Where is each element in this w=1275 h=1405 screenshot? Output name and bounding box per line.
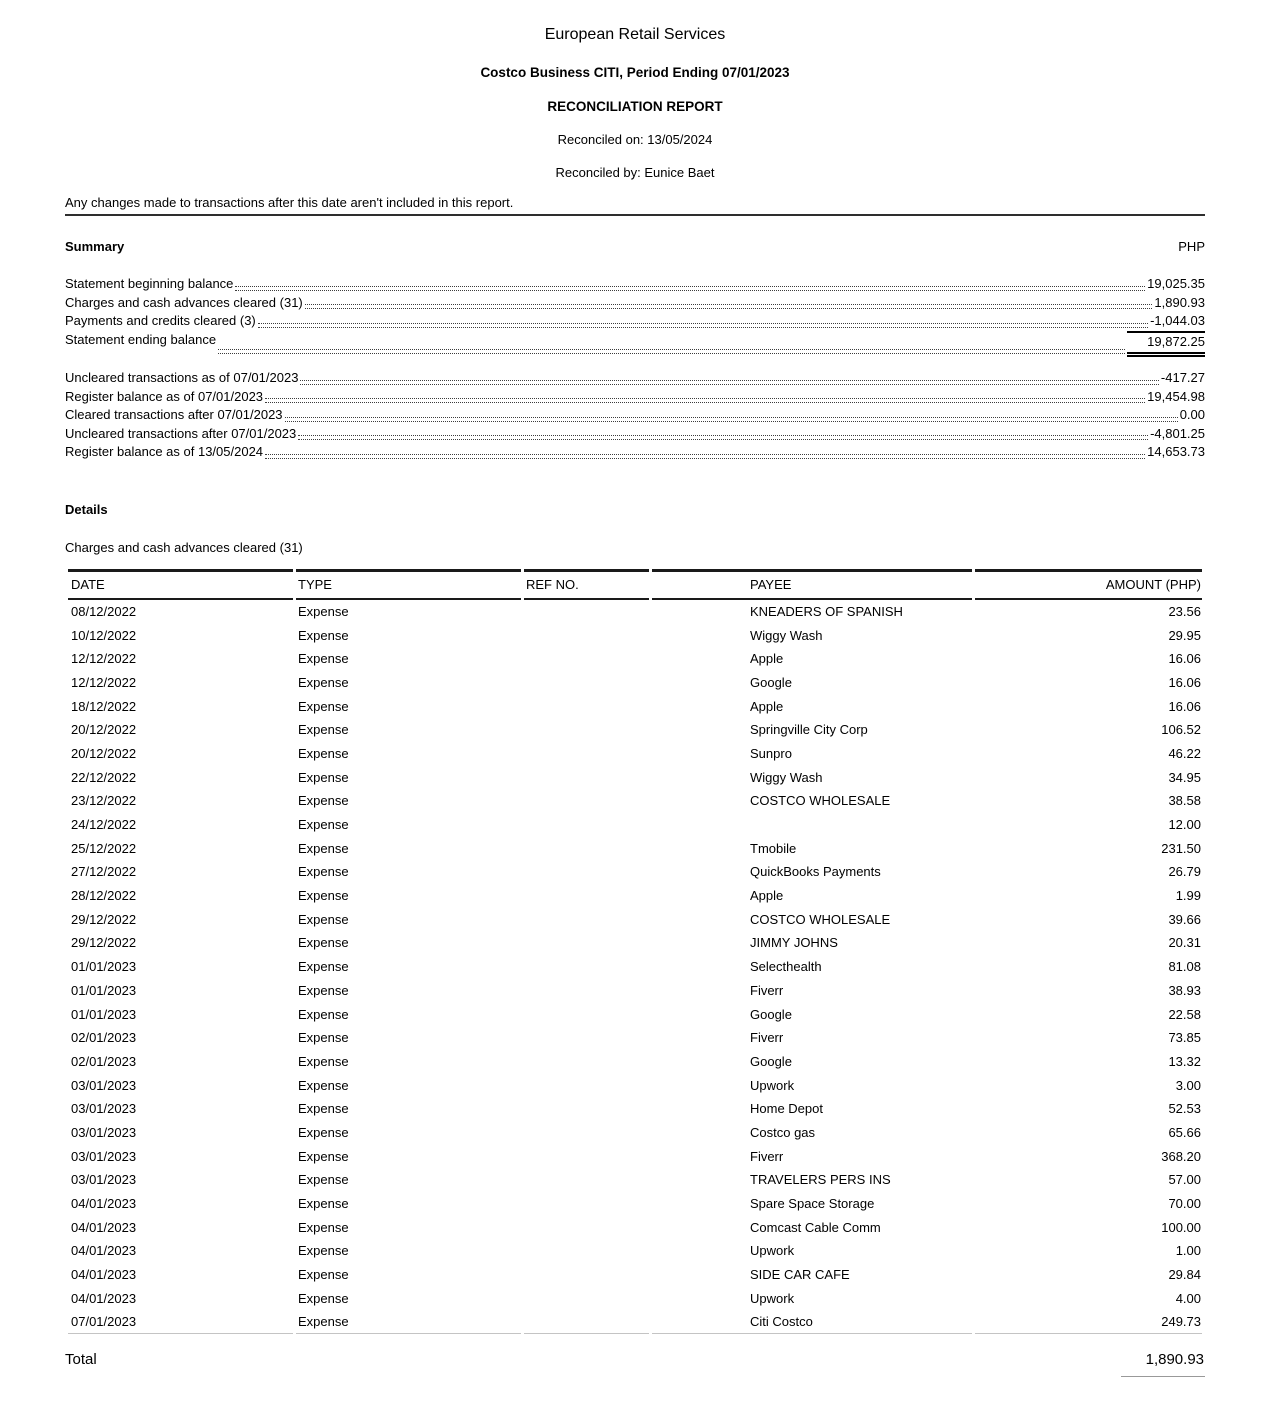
cell-amount: 16.06 <box>1168 651 1201 667</box>
cell-type: Expense <box>298 911 349 927</box>
cell-payee: COSTCO WHOLESALE <box>750 911 891 927</box>
cell-ref-no <box>524 718 649 742</box>
cell-date: 01/01/2023 <box>71 982 137 998</box>
cell-amount: 231.50 <box>1161 840 1201 856</box>
cell-type: Expense <box>296 1310 521 1334</box>
summary-row <box>65 388 1205 407</box>
cell-date: 25/12/2022 <box>71 840 137 856</box>
cell-ref-no <box>524 1002 649 1026</box>
cell-amount: 26.79 <box>1168 864 1201 880</box>
cell-payee: TRAVELERS PERS INS <box>750 1172 891 1188</box>
cell-ref-no <box>524 1026 649 1050</box>
cell-type: Expense <box>298 793 349 809</box>
report-title: RECONCILIATION REPORT <box>547 99 723 114</box>
cell-amount: 65.66 <box>1168 1124 1201 1140</box>
currency-label: PHP <box>1178 239 1205 254</box>
transactions-body <box>68 600 1202 1334</box>
cell-amount: 29.84 <box>1168 1267 1201 1283</box>
cell-ref-no <box>524 860 649 884</box>
cell-payee: Wiggy Wash <box>750 769 823 785</box>
cell-payee: Costco gas <box>750 1124 816 1140</box>
dotted-leader <box>265 454 1145 459</box>
summary-block-2 <box>65 369 1205 462</box>
dotted-leader <box>298 435 1148 440</box>
table-row <box>68 1239 1202 1263</box>
cell-ref-no <box>524 1073 649 1097</box>
cell-type: Expense <box>298 698 349 714</box>
summary-row-value: 1,890.93 <box>1154 294 1205 310</box>
table-row <box>68 789 1202 813</box>
summary-row-label: Charges and cash advances cleared (31) <box>65 294 303 310</box>
cell-date: 23/12/2022 <box>71 793 137 809</box>
table-row <box>68 1050 1202 1074</box>
table-row <box>68 1168 1202 1192</box>
table-row <box>68 1310 1202 1334</box>
dotted-leader <box>305 304 1153 309</box>
cell-amount: 52.53 <box>1168 1101 1201 1117</box>
cell-date: 03/01/2023 <box>71 1124 137 1140</box>
cell-type: Expense <box>298 1006 349 1022</box>
cell-type: Expense <box>298 935 349 951</box>
summary-row <box>65 331 1205 358</box>
cell-date: 27/12/2022 <box>71 864 137 880</box>
summary-row-label: Register balance as of 13/05/2024 <box>65 444 264 459</box>
cell-date: 01/01/2023 <box>71 1006 137 1022</box>
cell-payee: Spare Space Storage <box>750 1196 875 1212</box>
table-row <box>68 1192 1202 1216</box>
cell-date: 02/01/2023 <box>71 1053 137 1069</box>
charges-section-caption: Charges and cash advances cleared (31) <box>65 539 303 555</box>
dotted-leader <box>235 286 1145 291</box>
cell-ref-no <box>524 1192 649 1216</box>
cell-payee: Upwork <box>750 1290 795 1306</box>
cell-ref-no <box>524 742 649 766</box>
cell-payee: Springville City Corp <box>750 722 868 738</box>
table-row <box>68 718 1202 742</box>
cell-type: Expense <box>298 674 349 690</box>
cell-amount: 13.32 <box>1168 1053 1201 1069</box>
column-header-date: DATE <box>68 569 293 600</box>
cell-date: 10/12/2022 <box>71 627 137 643</box>
cell-type: Expense <box>298 840 349 856</box>
cell-ref-no <box>524 955 649 979</box>
company-name: European Retail Services <box>544 26 726 43</box>
cell-ref-no <box>524 647 649 671</box>
cell-ref-no <box>524 1239 649 1263</box>
dotted-leader <box>300 380 1158 385</box>
cell-amount: 16.06 <box>1168 674 1201 690</box>
dotted-leader <box>218 349 1125 354</box>
summary-row <box>65 425 1205 444</box>
cell-date: 29/12/2022 <box>71 935 137 951</box>
cell-ref-no <box>524 765 649 789</box>
table-row <box>68 931 1202 955</box>
total-row <box>65 1351 1205 1377</box>
table-row <box>68 1097 1202 1121</box>
cell-payee: Home Depot <box>750 1101 823 1117</box>
cell-date: 03/01/2023 <box>71 1101 137 1117</box>
cell-amount: 20.31 <box>1168 935 1201 951</box>
table-row <box>68 1073 1202 1097</box>
cell-type: Expense <box>298 959 349 975</box>
cell-ref-no <box>524 1168 649 1192</box>
column-header-payee: PAYEE <box>652 569 972 600</box>
cell-type: Expense <box>298 888 349 904</box>
table-row <box>68 1286 1202 1310</box>
cell-type: Expense <box>298 603 349 619</box>
summary-row-label: Statement beginning balance <box>65 276 234 291</box>
total-value: 1,890.93 <box>1121 1351 1205 1377</box>
cell-amount: 16.06 <box>1168 698 1201 714</box>
cell-ref-no <box>524 1263 649 1287</box>
table-row <box>68 1144 1202 1168</box>
summary-row-value: 19,872.25 <box>1127 331 1205 358</box>
table-row <box>68 694 1202 718</box>
cell-payee: QuickBooks Payments <box>750 864 881 880</box>
cell-payee: Upwork <box>750 1077 795 1093</box>
cell-amount: 39.66 <box>1168 911 1201 927</box>
cell-type: Expense <box>298 1219 349 1235</box>
summary-row-value: 0.00 <box>1179 407 1205 422</box>
summary-row-label: Register balance as of 07/01/2023 <box>65 388 264 404</box>
table-row <box>68 836 1202 860</box>
summary-header <box>65 239 1205 255</box>
cell-date: 20/12/2022 <box>71 745 137 761</box>
cell-amount: 23.56 <box>1168 603 1201 619</box>
cell-ref-no <box>524 836 649 860</box>
total-label: Total <box>65 1350 97 1368</box>
cell-date: 20/12/2022 <box>71 722 137 738</box>
table-row <box>68 1263 1202 1287</box>
cell-amount: 38.58 <box>1168 793 1201 809</box>
cell-date: 24/12/2022 <box>71 817 137 833</box>
cell-ref-no <box>524 1286 649 1310</box>
cell-amount: 3.00 <box>1175 1077 1201 1093</box>
table-row <box>68 955 1202 979</box>
dotted-leader <box>285 417 1178 422</box>
cell-ref-no <box>524 789 649 813</box>
cell-payee: JIMMY JOHNS <box>750 935 838 951</box>
table-row <box>68 860 1202 884</box>
cell-type: Expense <box>298 1290 349 1306</box>
cell-amount: 368.20 <box>1161 1148 1201 1164</box>
cell-date: 03/01/2023 <box>71 1148 137 1164</box>
cell-date: 01/01/2023 <box>71 959 137 975</box>
cell-payee: Google <box>750 1006 792 1022</box>
cell-type: Expense <box>298 745 349 761</box>
reconciled-on-line: Reconciled on: 13/05/2024 <box>557 132 713 147</box>
table-row <box>68 907 1202 931</box>
table-row <box>68 647 1202 671</box>
cell-payee: Apple <box>750 888 784 904</box>
cell-payee: Google <box>750 674 792 690</box>
cell-amount: 1.00 <box>1175 1243 1201 1259</box>
cell-date: 12/12/2022 <box>71 674 137 690</box>
cell-type: Expense <box>298 864 349 880</box>
cell-payee: Apple <box>750 651 784 667</box>
summary-row-label: Uncleared transactions after 07/01/2023 <box>65 425 297 441</box>
cell-amount: 73.85 <box>1168 1030 1201 1046</box>
cell-ref-no <box>524 1310 649 1334</box>
cell-date: 04/01/2023 <box>71 1267 137 1283</box>
summary-row-value: 19,454.98 <box>1147 388 1205 404</box>
cell-type: Expense <box>298 769 349 785</box>
cell-ref-no <box>524 1144 649 1168</box>
cell-payee: Wiggy Wash <box>750 627 823 643</box>
cell-payee: Tmobile <box>750 840 797 856</box>
cell-payee: Citi Costco <box>652 1310 972 1334</box>
table-row <box>68 1215 1202 1239</box>
summary-row <box>65 275 1205 294</box>
summary-row-value: -417.27 <box>1160 370 1205 385</box>
cell-amount: 106.52 <box>1161 722 1201 738</box>
cell-type: Expense <box>298 1030 349 1046</box>
cell-amount: 34.95 <box>1168 769 1201 785</box>
reconciliation-report-page <box>0 25 1275 1377</box>
cell-amount: 1.99 <box>1175 888 1201 904</box>
cell-ref-no <box>524 1050 649 1074</box>
cell-date: 04/01/2023 <box>71 1219 137 1235</box>
table-row <box>68 813 1202 837</box>
cell-type: Expense <box>298 1101 349 1117</box>
cell-date: 28/12/2022 <box>71 888 137 904</box>
summary-row-label: Uncleared transactions as of 07/01/2023 <box>65 370 299 385</box>
cell-payee: Upwork <box>750 1243 795 1259</box>
cell-date: 03/01/2023 <box>71 1077 137 1093</box>
cell-date: 04/01/2023 <box>71 1290 137 1306</box>
cell-ref-no <box>524 694 649 718</box>
cell-ref-no <box>524 813 649 837</box>
summary-row-value: 14,653.73 <box>1147 444 1205 459</box>
summary-row-value: -4,801.25 <box>1150 425 1205 441</box>
cell-amount: 70.00 <box>1168 1196 1201 1212</box>
cell-ref-no <box>524 671 649 695</box>
table-row <box>68 979 1202 1003</box>
table-row <box>68 765 1202 789</box>
cell-payee: KNEADERS OF SPANISH <box>750 603 903 619</box>
cell-date: 07/01/2023 <box>68 1310 293 1334</box>
cell-payee: Fiverr <box>750 1030 784 1046</box>
dotted-leader <box>265 398 1145 403</box>
cell-type: Expense <box>298 982 349 998</box>
cell-date: 04/01/2023 <box>71 1196 137 1212</box>
table-row <box>68 1002 1202 1026</box>
cell-ref-no <box>524 623 649 647</box>
cell-date: 22/12/2022 <box>71 769 137 785</box>
summary-heading: Summary <box>65 239 125 254</box>
cell-ref-no <box>524 907 649 931</box>
cell-type: Expense <box>298 817 349 833</box>
cell-payee: SIDE CAR CAFE <box>750 1267 850 1283</box>
cell-payee: Google <box>750 1053 792 1069</box>
cell-amount: 46.22 <box>1168 745 1201 761</box>
cell-payee: Comcast Cable Comm <box>750 1219 881 1235</box>
summary-row <box>65 406 1205 425</box>
cell-type: Expense <box>298 1053 349 1069</box>
reconciled-by-line: Reconciled by: Eunice Baet <box>555 165 715 180</box>
cell-type: Expense <box>298 1267 349 1283</box>
transactions-table <box>65 569 1205 1334</box>
cell-payee <box>652 813 972 837</box>
column-header-ref: REF NO. <box>524 569 649 600</box>
details-heading: Details <box>65 501 108 517</box>
summary-row <box>65 294 1205 313</box>
cell-amount: 29.95 <box>1168 627 1201 643</box>
column-header-type: TYPE <box>296 569 521 600</box>
cell-payee: Sunpro <box>750 745 792 761</box>
cell-type: Expense <box>298 722 349 738</box>
cell-payee: Apple <box>750 698 784 714</box>
cell-amount: 249.73 <box>975 1310 1202 1334</box>
cell-amount: 22.58 <box>1168 1006 1201 1022</box>
cell-date: 12/12/2022 <box>71 651 137 667</box>
cell-type: Expense <box>298 1243 349 1259</box>
summary-block-1 <box>65 275 1205 357</box>
column-header-amount: AMOUNT (PHP) <box>975 569 1202 600</box>
cell-amount: 38.93 <box>1168 982 1201 998</box>
cell-amount: 100.00 <box>1161 1219 1201 1235</box>
disclaimer-line: Any changes made to transactions after this date aren't included in this report. <box>65 195 1205 216</box>
cell-date: 04/01/2023 <box>71 1243 137 1259</box>
cell-payee: Selecthealth <box>750 959 822 975</box>
summary-row-label: Payments and credits cleared (3) <box>65 313 256 328</box>
table-header-row <box>68 569 1202 600</box>
cell-type: Expense <box>298 627 349 643</box>
cell-type: Expense <box>298 1148 349 1164</box>
cell-ref-no <box>524 884 649 908</box>
table-row <box>68 623 1202 647</box>
table-row <box>68 671 1202 695</box>
cell-date: 18/12/2022 <box>71 698 137 714</box>
table-row <box>68 1121 1202 1145</box>
cell-type: Expense <box>298 1124 349 1140</box>
cell-amount: 12.00 <box>1168 817 1201 833</box>
cell-ref-no <box>524 1121 649 1145</box>
summary-row <box>65 369 1205 388</box>
cell-date: 02/01/2023 <box>71 1030 137 1046</box>
cell-payee: COSTCO WHOLESALE <box>750 793 891 809</box>
cell-ref-no <box>524 979 649 1003</box>
summary-row-value: -1,044.03 <box>1150 313 1205 328</box>
cell-ref-no <box>524 1097 649 1121</box>
cell-payee: Fiverr <box>750 1148 784 1164</box>
summary-row-value: 19,025.35 <box>1147 276 1205 291</box>
cell-date: 29/12/2022 <box>71 911 137 927</box>
cell-type: Expense <box>298 1077 349 1093</box>
dotted-leader <box>258 323 1148 328</box>
cell-type: Expense <box>298 1196 349 1212</box>
cell-payee: Fiverr <box>750 982 784 998</box>
table-row <box>68 1026 1202 1050</box>
cell-type: Expense <box>298 651 349 667</box>
table-row <box>68 742 1202 766</box>
table-row <box>68 600 1202 624</box>
table-row <box>68 884 1202 908</box>
summary-row <box>65 443 1205 462</box>
summary-row <box>65 312 1205 331</box>
cell-type: Expense <box>298 1172 349 1188</box>
summary-row-label: Statement ending balance <box>65 331 217 347</box>
summary-row-label: Cleared transactions after 07/01/2023 <box>65 407 283 422</box>
cell-ref-no <box>524 1215 649 1239</box>
cell-date: 08/12/2022 <box>71 603 137 619</box>
cell-amount: 81.08 <box>1168 959 1201 975</box>
cell-date: 03/01/2023 <box>71 1172 137 1188</box>
cell-amount: 4.00 <box>1175 1290 1201 1306</box>
cell-ref-no <box>524 600 649 624</box>
cell-amount: 57.00 <box>1168 1172 1201 1188</box>
account-period-line: Costco Business CITI, Period Ending 07/01/2023 <box>480 65 790 80</box>
cell-ref-no <box>524 931 649 955</box>
